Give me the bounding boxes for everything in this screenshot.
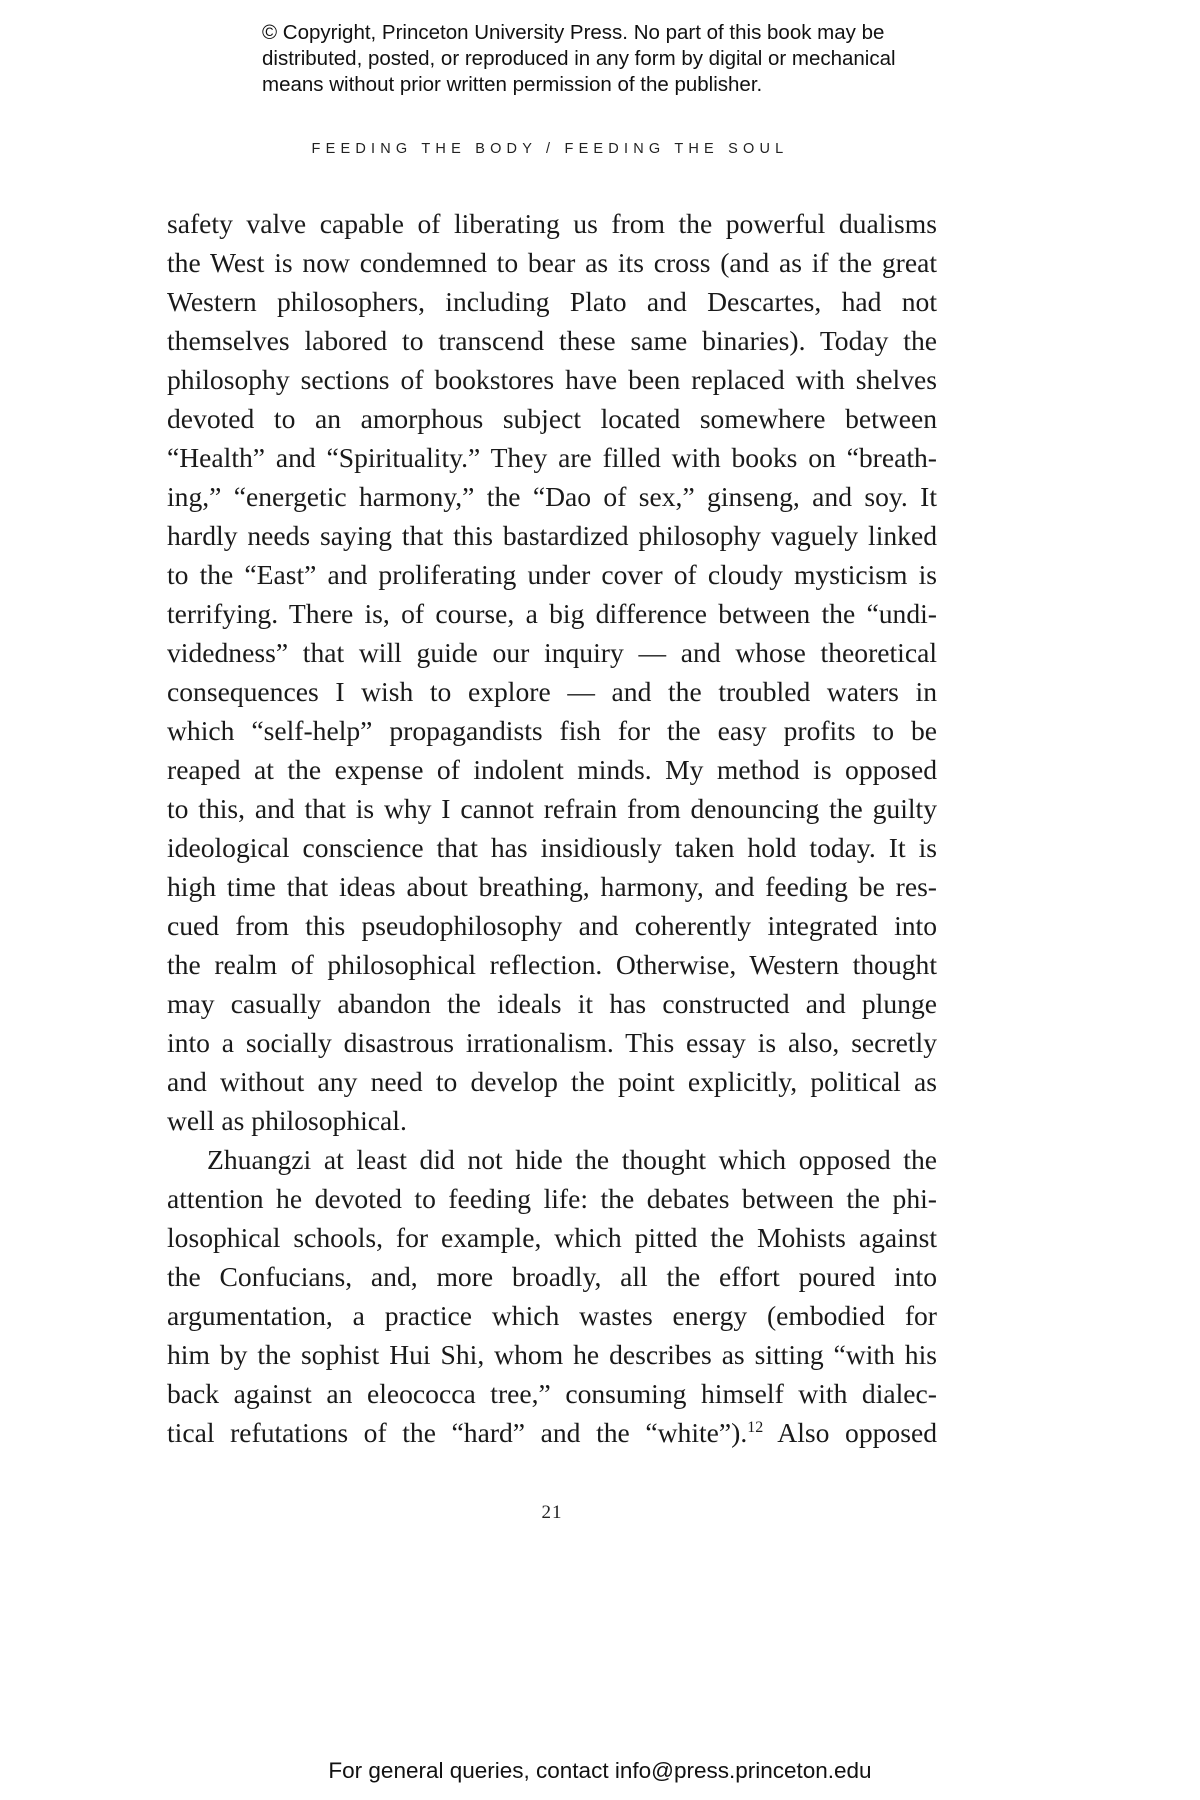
text-line: the realm of philosophical reflection. Otherwise, Western thought xyxy=(167,949,937,980)
text-line: to this, and that is why I cannot refrain from denouncing the guilty xyxy=(167,793,937,824)
text-line xyxy=(167,1413,937,1452)
text-line: reaped at the expense of indolent minds. My method is opposed xyxy=(167,754,937,785)
text-line: ing,” “energetic harmony,” the “Dao of sex,” ginseng, and soy. It xyxy=(167,481,937,512)
copyright-notice xyxy=(262,20,962,98)
text-line: safety valve capable of liberating us from the powerful dualisms xyxy=(167,208,937,239)
text-line: themselves labored to transcend these same binaries). Today the xyxy=(167,325,937,356)
text-line: and without any need to develop the point explicitly, political as xyxy=(167,1066,937,1097)
text-line: back against an eleococca tree,” consuming himself with dialec- xyxy=(167,1378,937,1409)
text-line: to the “East” and proliferating under cover of cloudy mysticism is xyxy=(167,559,937,590)
text-line: the Confucians, and, more broadly, all the effort poured into xyxy=(167,1261,937,1292)
text-line: attention he devoted to feeding life: the debates between the phi- xyxy=(167,1183,937,1214)
text-line: may casually abandon the ideals it has constructed and plunge xyxy=(167,988,937,1019)
text-line: terrifying. There is, of course, a big difference between the “undi- xyxy=(167,598,937,629)
text-line: which “self-help” propagandists fish for the easy profits to be xyxy=(167,715,937,746)
text-line: the West is now condemned to bear as its cross (and as if the great xyxy=(167,247,937,278)
running-head: FEEDING THE BODY / FEEDING THE SOUL xyxy=(311,141,789,157)
text-line: Zhuangzi at least did not hide the thought which opposed the xyxy=(207,1144,937,1175)
text-line: hardly needs saying that this bastardized philosophy vaguely linked xyxy=(167,520,937,551)
text-fragment: tical refutations of the “hard” and the “white”). xyxy=(167,1417,748,1448)
text-line: “Health” and “Spirituality.” They are filled with books on “breath- xyxy=(167,442,937,473)
text-line: into a socially disastrous irrationalism. This essay is also, secretly xyxy=(167,1027,937,1058)
text-line: devoted to an amorphous subject located somewhere between xyxy=(167,403,937,434)
text-line: him by the sophist Hui Shi, whom he describes as sitting “with his xyxy=(167,1339,937,1370)
footnote-reference[interactable]: 12 xyxy=(747,1419,764,1436)
paragraph-2 xyxy=(167,1140,937,1452)
text-line: well as philosophical. xyxy=(167,1105,407,1136)
copyright-line: means without prior written permission of the publisher. xyxy=(262,73,763,96)
text-fragment: Also opposed xyxy=(763,1417,937,1448)
footer-contact: For general queries, contact info@press.princeton.edu xyxy=(328,1758,872,1783)
text-line: losophical schools, for example, which pitted the Mohists against xyxy=(167,1222,937,1253)
copyright-line: distributed, posted, or reproduced in any form by digital or mechanical xyxy=(262,47,896,70)
text-line: consequences I wish to explore — and the troubled waters in xyxy=(167,676,937,707)
text-line: Western philosophers, including Plato and Descartes, had not xyxy=(167,286,937,317)
text-line: high time that ideas about breathing, harmony, and feeding be res- xyxy=(167,871,937,902)
text-line: philosophy sections of bookstores have been replaced with shelves xyxy=(167,364,937,395)
text-line: argumentation, a practice which wastes energy (embodied for xyxy=(167,1300,937,1331)
text-line: cued from this pseudophilosophy and coherently integrated into xyxy=(167,910,937,941)
text-line: ideological conscience that has insidiously taken hold today. It is xyxy=(167,832,937,863)
copyright-line: © Copyright, Princeton University Press. No part of this book may be xyxy=(262,21,885,44)
text-line: videdness” that will guide our inquiry — and whose theoretical xyxy=(167,637,937,668)
paragraph-1 xyxy=(167,204,937,1140)
page-number: 21 xyxy=(541,1502,563,1523)
body-text xyxy=(167,204,937,1452)
